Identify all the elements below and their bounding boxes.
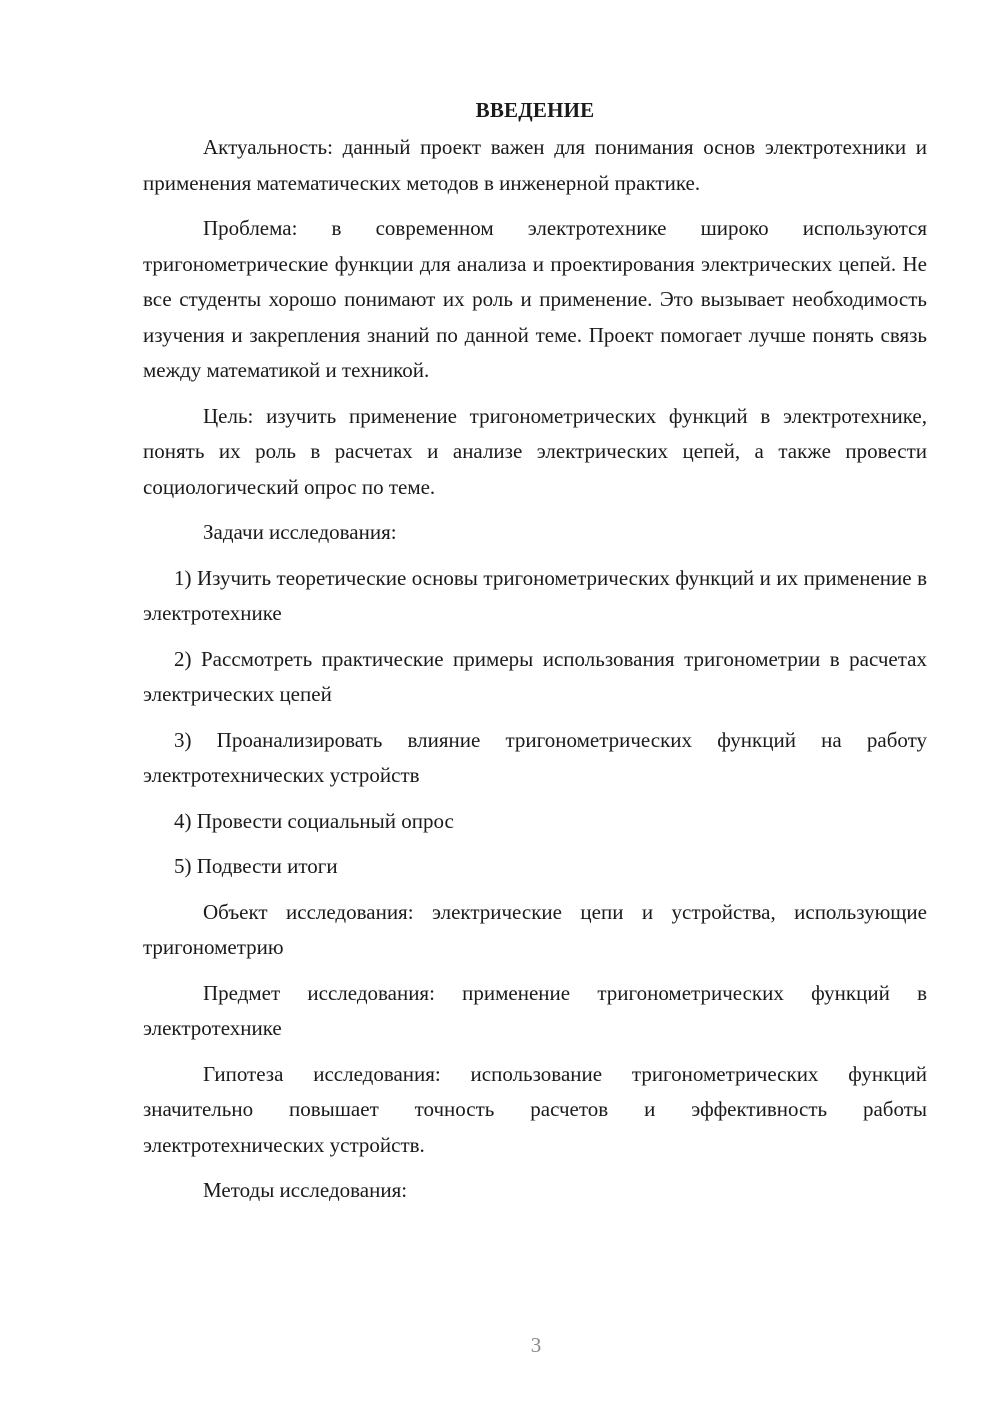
task-item: 2) Рассмотреть практические примеры использования тригонометрии в расчетах электрических цепей — [143, 646, 927, 706]
methods-heading: Методы исследования: — [203, 1178, 408, 1202]
object-paragraph: Объект исследования: электрические цепи и устройства, использующие тригонометрию — [143, 899, 927, 959]
goal-paragraph: Цель: изучить применение тригонометрических функций в электротехнике, понять их роль в расчетах и анализе электрических цепей, а также провести социологический опрос по теме. — [143, 403, 927, 499]
task-item: 5) Подвести итоги — [174, 854, 338, 878]
task-item: 4) Провести социальный опрос — [174, 808, 454, 833]
subject-paragraph: Предмет исследования: применение тригонометрических функций в электротехнике — [143, 980, 927, 1040]
document-page — [143, 96, 927, 1219]
relevance-paragraph: Актуальность: данный проект важен для понимания основ электротехники и применения математических методов в инженерной практике. — [143, 135, 927, 195]
task-item: 3) Проанализировать влияние тригонометрических функций на работу электротехнических устройств — [143, 727, 927, 787]
tasks-heading: Задачи исследования: — [203, 520, 397, 544]
problem-paragraph: Проблема: в современном электротехнике широко используются тригонометрические функции для анализа и проектирования электрических цепей. Не все студенты хорошо понимают их роль и применение. Это вызывает необходимость изучения и закрепления знаний по данной теме. Проект помогает лучше понять связь между математикой и техникой. — [143, 216, 927, 382]
hypothesis-paragraph: Гипотеза исследования: использование тригонометрических функций значительно повышает точность расчетов и эффективность работы электротехнических устройств. — [143, 1061, 927, 1157]
task-item: 1) Изучить теоретические основы тригонометрических функций и их применение в электротехнике — [143, 565, 927, 625]
section-title: ВВЕДЕНИЕ — [475, 98, 595, 122]
page-number: 3 — [530, 1333, 542, 1357]
